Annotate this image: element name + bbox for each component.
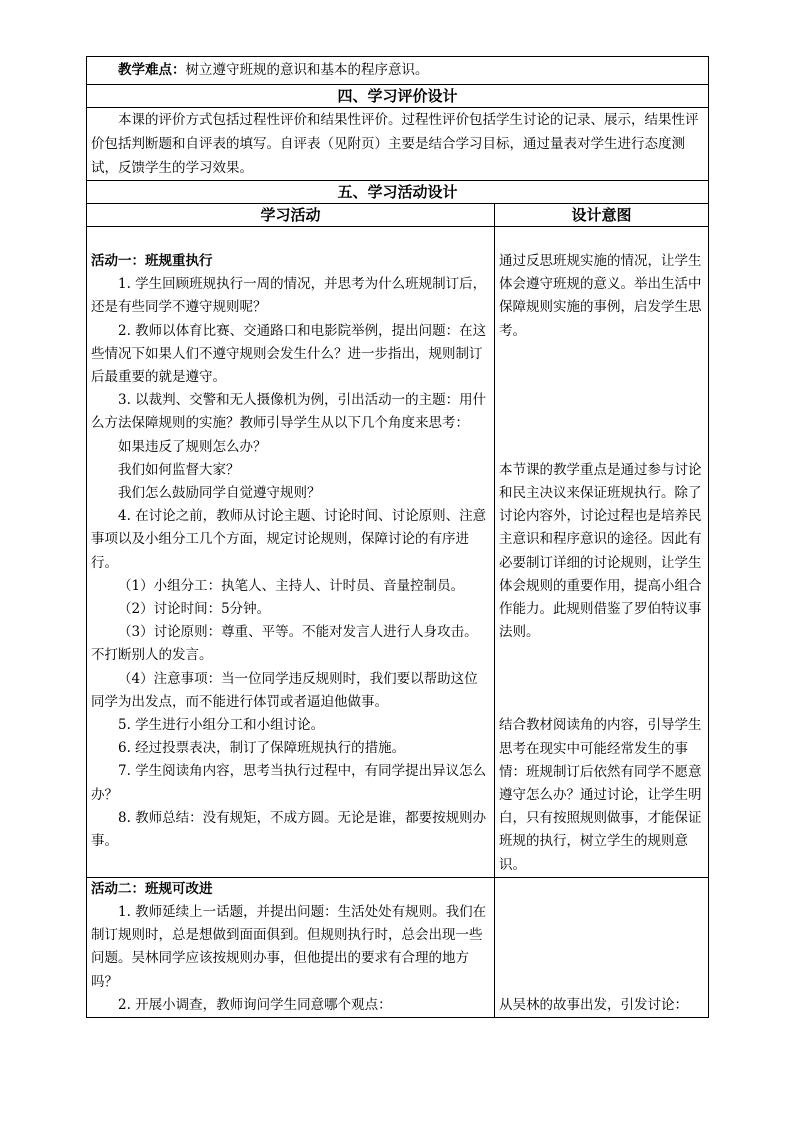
activity2-intent-cell xyxy=(495,877,709,1017)
column-header-row xyxy=(87,204,709,227)
list-item: 如果违反了规则怎么办？ xyxy=(118,438,267,455)
difficulty-row xyxy=(87,57,709,85)
section4-title-row xyxy=(87,85,709,108)
intent-text: 通过反思班规实施的情况，让学生体会遵守班规的意义。举出生活中保障规则实施的事例，启发学生思考。 xyxy=(499,253,702,339)
difficulty-text: 树立遵守班规的意识和基本的程序意识。 xyxy=(185,62,429,78)
list-item: 3. 以裁判、交警和无人摄像机为例，引出活动一的主题：用什么方法保障规则的实施？教师引导学生从以下几个角度来思考： xyxy=(91,392,487,432)
list-item: 我们怎么鼓励同学自觉遵守规则？ xyxy=(118,485,321,502)
intent-text: 结合教材阅读角的内容，引导学生思考在现实中可能经常发生的事情：班规制订后依然有同学不愿意遵守怎么办？通过讨论，让学生明白，只有按照规则做事，才能保证班规的执行，树立学生的规则意识。 xyxy=(499,717,702,873)
activity1-intent-cell xyxy=(495,227,709,878)
list-item: （2）讨论时间：5分钟。 xyxy=(118,601,271,618)
list-item: （3）讨论原则：尊重、平等。不能对发言人进行人身攻击。不打断别人的发言。 xyxy=(91,624,478,664)
list-item: （1）小组分工：执笔人、主持人、计时员、音量控制员。 xyxy=(118,577,465,594)
list-item: （4）注意事项：当一位同学违反规则时，我们要以帮助这位同学为出发点，而不能进行体罚或者逼迫他做事。 xyxy=(91,670,478,710)
difficulty-label: 教学难点： xyxy=(118,62,186,78)
list-item: 7. 学生阅读角内容，思考当执行过程中，有同学提出异议怎么办？ xyxy=(91,763,487,803)
list-item: 2. 教师以体育比赛、交通路口和电影院举例，提出问题：在这些情况下如果人们不遵守规则会发生什么？进一步指出，规则制订后最重要的就是遵守。 xyxy=(91,322,487,386)
col-activity-header: 学习活动 xyxy=(87,204,495,227)
section4-text: 本课的评价方式包括过程性评价和结果性评价。过程性评价包括学生讨论的记录、展示，结果性评价包括判断题和自评表的填写。自评表（见附页）主要是结合学习目标，通过量表对学生进行态度测试，反馈学生的学习效果。 xyxy=(87,108,709,181)
activity2-cell xyxy=(87,877,495,1017)
list-item: 1. 学生回顾班规执行一周的情况，并思考为什么班规制订后，还是有些同学不遵守规则呢？ xyxy=(91,276,487,316)
list-item: 5. 学生进行小组分工和小组讨论。 xyxy=(118,717,325,734)
section4-title: 四、学习评价设计 xyxy=(87,85,709,108)
list-item: 我们如何监督大家？ xyxy=(118,461,240,478)
activity2-title: 活动二：班规可改进 xyxy=(91,880,213,897)
document-page xyxy=(86,56,708,1018)
activity1-title: 活动一：班规重执行 xyxy=(91,253,213,269)
list-item: 6. 经过投票表决，制订了保障班规执行的措施。 xyxy=(118,740,406,757)
activity1-row xyxy=(87,227,709,878)
list-item: 2. 开展小调查，教师询问学生同意哪个观点： xyxy=(118,996,392,1013)
col-intent-header: 设计意图 xyxy=(495,204,709,227)
activity1-cell xyxy=(87,227,495,878)
intent-text: 本节课的教学重点是通过参与讨论和民主决议来保证班规执行。除了讨论内容外，讨论过程也是培养民主意识和程序意识的途径。因此有必要制订详细的讨论规则，让学生体会规则的重要作用，提高小组合作能力。此规则借鉴了罗伯特议事法则。 xyxy=(499,461,702,641)
list-item: 4. 在讨论之前，教师从讨论主题、讨论时间、讨论原则、注意事项以及小组分工几个方面，规定讨论规则，保障讨论的有序进行。 xyxy=(91,508,487,571)
section5-title: 五、学习活动设计 xyxy=(87,181,709,204)
list-item: 1. 教师延续上一话题，并提出问题：生活处处有规则。我们在制订规则时，总是想做到面面俱到。但规则执行时，总会出现一些问题。吴林同学应该按规则办事，但他提出的要求有合理的地方吗？ xyxy=(91,904,487,990)
intent-text: 从吴林的故事出发，引发讨论： xyxy=(499,996,688,1013)
activity2-row xyxy=(87,877,709,1017)
section5-title-row xyxy=(87,181,709,204)
section4-body-row xyxy=(87,108,709,181)
lesson-plan-table xyxy=(86,56,709,1018)
list-item: 8. 教师总结：没有规矩，不成方圆。无论是谁，都要按规则办事。 xyxy=(91,809,487,850)
